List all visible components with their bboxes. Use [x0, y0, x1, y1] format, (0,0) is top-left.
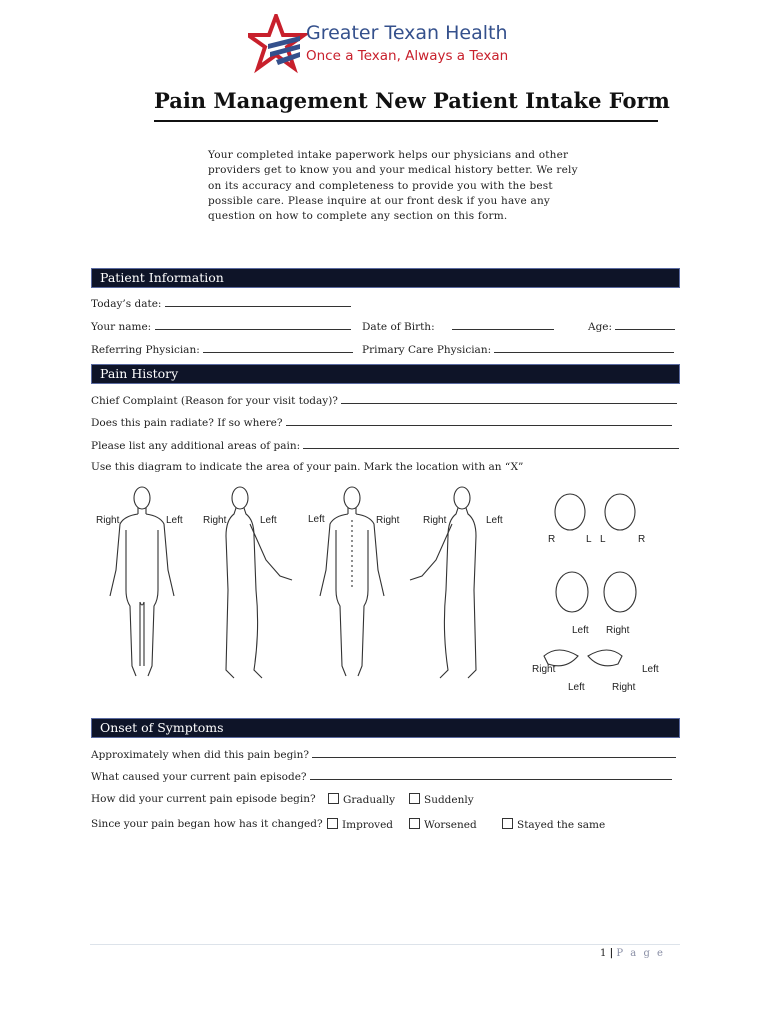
- section-header-patient-information: [91, 268, 680, 288]
- referring-physician-field[interactable]: [203, 342, 353, 353]
- body-side-figure-right: [226, 487, 292, 678]
- todays-date-row: [91, 296, 351, 310]
- todays-date-label: Today’s date:: [91, 298, 162, 310]
- radiate-row: [91, 415, 672, 429]
- checkbox[interactable]: [409, 818, 420, 829]
- label-left: Left: [572, 625, 589, 636]
- when-began-field[interactable]: [312, 747, 676, 758]
- label-l: L: [600, 534, 606, 545]
- logo: [248, 14, 548, 78]
- chief-complaint-field[interactable]: [341, 393, 677, 404]
- additional-areas-row: [91, 438, 679, 452]
- footer-rule: [90, 944, 680, 945]
- checkbox[interactable]: [328, 793, 339, 804]
- hands-views: [544, 650, 622, 666]
- body-front-figure: [110, 487, 174, 676]
- chief-complaint-label: Chief Complaint (Reason for your visit today)?: [91, 395, 338, 407]
- when-began-label: Approximately when did this pain begin?: [91, 749, 310, 761]
- age-label: Age:: [588, 321, 613, 333]
- how-began-label: How did your current pain episode begin?: [91, 793, 316, 805]
- what-caused-field[interactable]: [310, 769, 672, 780]
- label-right: Right: [606, 625, 630, 636]
- radiate-label: Does this pain radiate? If so where?: [91, 417, 283, 429]
- label-l: L: [586, 534, 592, 545]
- diagram-instruction: Use this diagram to indicate the area of your pain. Mark the location with an “X”: [91, 461, 524, 473]
- label-r: R: [548, 534, 556, 545]
- option-stayed-the-same[interactable]: [502, 818, 605, 831]
- label-right: Right: [612, 682, 636, 693]
- dob-field[interactable]: [452, 319, 554, 330]
- radiate-field[interactable]: [286, 415, 672, 426]
- label-left: Left: [166, 515, 183, 526]
- section-title: Pain History: [100, 366, 179, 381]
- primary-care-label: Primary Care Physician:: [362, 344, 492, 356]
- page-label: P a g e: [616, 948, 665, 959]
- intro-paragraph: Your completed intake paperwork helps our physicians and other providers get to know you and your medical history better. We rely on its accuracy and completeness to provide you with the best possible care. Please inquire at our front desk if you have any question on how to complete any section on this form.: [208, 149, 578, 223]
- body-diagram[interactable]: [88, 480, 688, 700]
- option-worsened[interactable]: [409, 818, 477, 831]
- option-gradually[interactable]: [328, 793, 395, 806]
- section-title: Onset of Symptoms: [100, 720, 224, 735]
- option-label: Gradually: [343, 794, 396, 806]
- title-underline: [154, 120, 658, 122]
- label-left: Left: [642, 664, 659, 675]
- referring-physician-row: [91, 342, 353, 356]
- head-side-views: [556, 572, 636, 612]
- section-header-pain-history: [91, 364, 680, 384]
- dob-row: [362, 319, 554, 333]
- label-right: Right: [423, 515, 447, 526]
- texas-star-icon: [248, 14, 308, 74]
- additional-areas-label: Please list any additional areas of pain:: [91, 440, 301, 452]
- dob-label: Date of Birth:: [362, 321, 435, 333]
- label-right: Right: [532, 664, 556, 675]
- option-suddenly[interactable]: [409, 793, 474, 806]
- option-improved[interactable]: [327, 818, 393, 831]
- todays-date-field[interactable]: [165, 296, 351, 307]
- age-field[interactable]: [615, 319, 675, 330]
- checkbox[interactable]: [327, 818, 338, 829]
- chief-complaint-row: [91, 393, 677, 407]
- label-left: Left: [260, 515, 277, 526]
- your-name-field[interactable]: [155, 319, 351, 330]
- referring-physician-label: Referring Physician:: [91, 344, 200, 356]
- label-r: R: [638, 534, 646, 545]
- your-name-label: Your name:: [91, 321, 152, 333]
- checkbox[interactable]: [409, 793, 420, 804]
- label-right: Right: [376, 515, 400, 526]
- form-title: Pain Management New Patient Intake Form: [154, 88, 670, 113]
- additional-areas-field[interactable]: [303, 438, 679, 449]
- what-caused-row: [91, 769, 672, 783]
- label-left: Left: [308, 514, 325, 525]
- logo-name: Greater Texan Health: [306, 22, 508, 44]
- label-right: Right: [96, 515, 120, 526]
- page-number: 1: [600, 948, 607, 959]
- page-separator: |: [609, 948, 614, 959]
- label-left: Left: [568, 682, 585, 693]
- primary-care-row: [362, 342, 674, 356]
- logo-tagline: Once a Texan, Always a Texan: [306, 48, 509, 64]
- option-label: Improved: [342, 819, 394, 831]
- how-changed-label: Since your pain began how has it changed?: [91, 818, 323, 830]
- what-caused-label: What caused your current pain episode?: [91, 771, 307, 783]
- option-label: Worsened: [424, 819, 477, 831]
- label-left: Left: [486, 515, 503, 526]
- body-back-figure: [320, 487, 384, 676]
- label-right: Right: [203, 515, 227, 526]
- option-label: Stayed the same: [517, 819, 606, 831]
- section-title: Patient Information: [100, 270, 224, 285]
- age-row: [588, 319, 675, 333]
- option-label: Suddenly: [424, 794, 474, 806]
- primary-care-field[interactable]: [494, 342, 674, 353]
- section-header-onset-of-symptoms: [91, 718, 680, 738]
- checkbox[interactable]: [502, 818, 513, 829]
- page-footer: [600, 948, 665, 959]
- your-name-row: [91, 319, 351, 333]
- when-began-row: [91, 747, 676, 761]
- head-front-back-views: [555, 494, 635, 530]
